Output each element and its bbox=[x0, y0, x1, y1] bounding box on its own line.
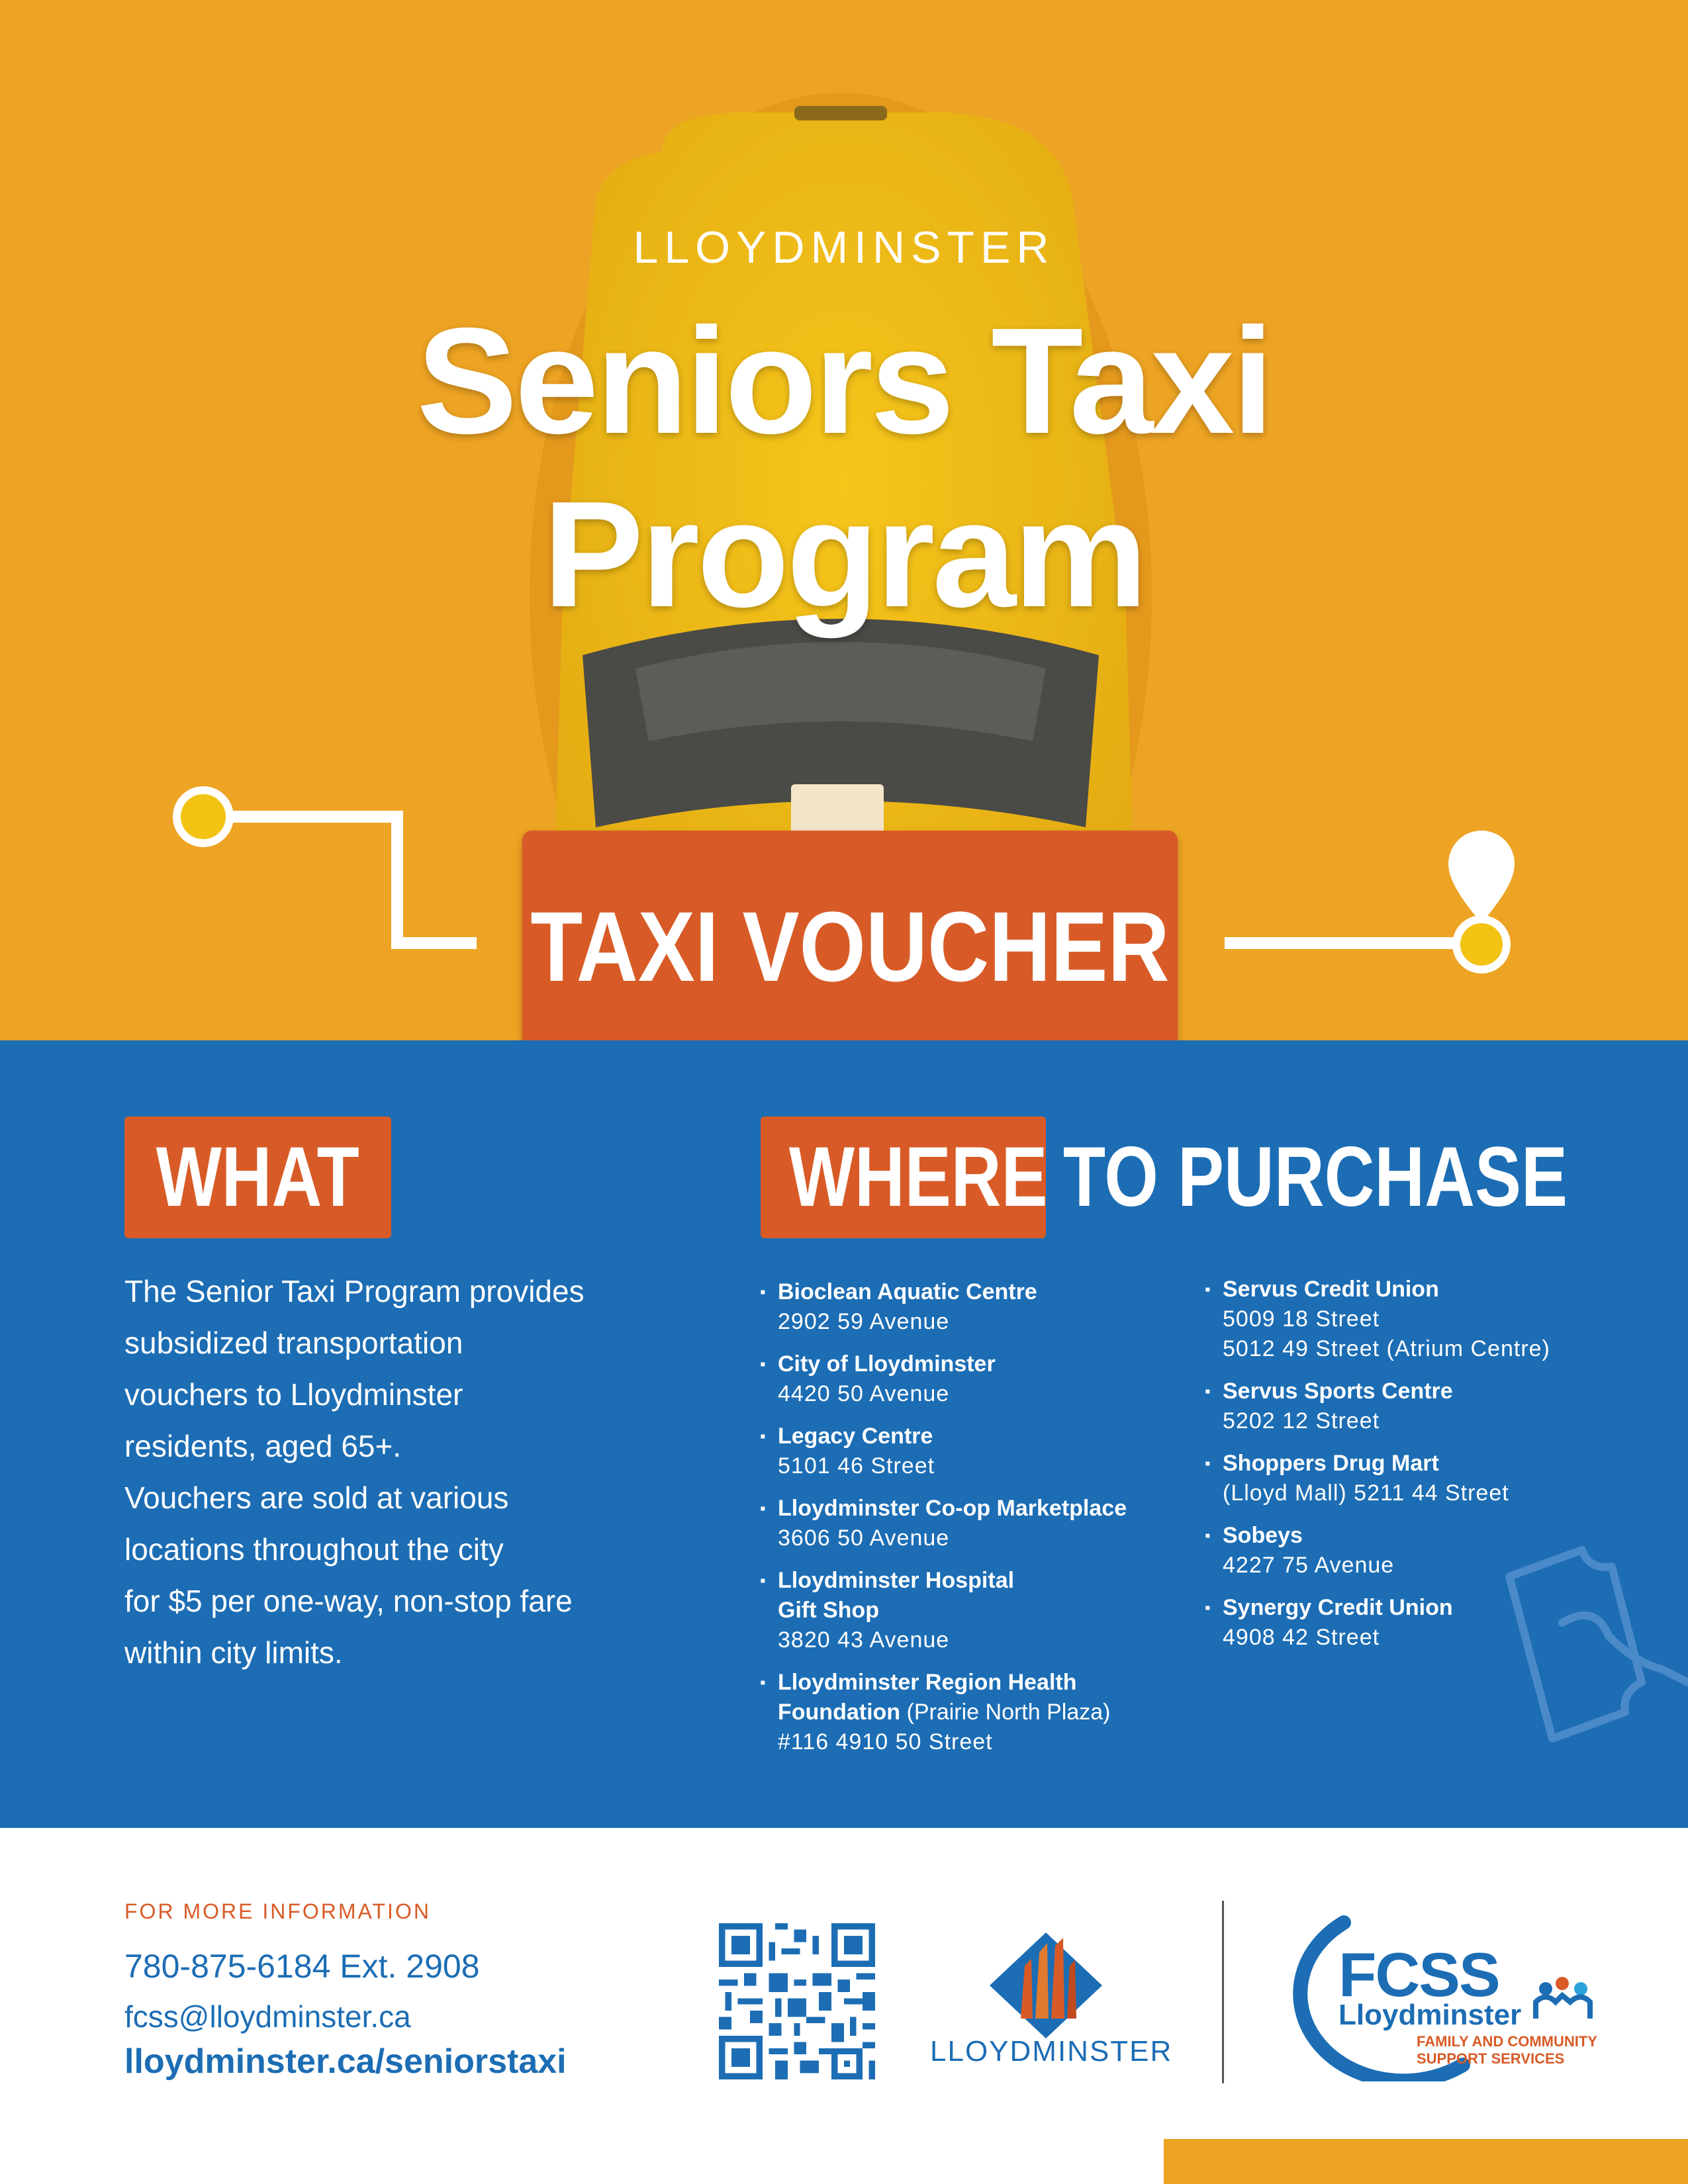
location-item bbox=[760, 1494, 1210, 1553]
location-item bbox=[760, 1566, 1210, 1655]
location-name: ▪ Synergy Credit Union bbox=[1223, 1595, 1453, 1620]
footer-accent-bar bbox=[1164, 2139, 1688, 2184]
location-name: ▪ Lloydminster Region Health bbox=[778, 1670, 1077, 1695]
description-line: residents, aged 65+. bbox=[124, 1429, 402, 1463]
location-name-cont: Foundation (Prairie North Plaza) bbox=[778, 1700, 1111, 1725]
description-line: vouchers to Lloydminster bbox=[124, 1377, 463, 1412]
city-logo-text: LLOYDMINSTER bbox=[930, 2035, 1173, 2068]
location-item bbox=[1205, 1449, 1575, 1508]
email-link[interactable]: fcss@lloydminster.ca bbox=[124, 1999, 411, 2034]
location-address: 4908 42 Street bbox=[1223, 1625, 1380, 1650]
title-line-2: Program bbox=[543, 471, 1145, 639]
location-item bbox=[1205, 1275, 1575, 1364]
location-name: ▪ Legacy Centre bbox=[778, 1424, 933, 1449]
fcss-city: Lloydminster bbox=[1338, 1999, 1522, 2031]
location-name: ▪ Lloydminster Hospital bbox=[778, 1568, 1015, 1593]
info-section bbox=[0, 1040, 1688, 1828]
location-address: 5012 49 Street (Atrium Centre) bbox=[1223, 1336, 1550, 1361]
logo-divider bbox=[1222, 1901, 1224, 2083]
description-line: within city limits. bbox=[124, 1635, 343, 1670]
city-brand-label: LLOYDMINSTER bbox=[633, 222, 1055, 273]
location-name: ▪ City of Lloydminster bbox=[778, 1351, 996, 1377]
what-heading: WHAT bbox=[124, 1116, 391, 1238]
to-purchase-heading: TO PURCHASE bbox=[1063, 1130, 1568, 1224]
city-of-lloydminster-logo bbox=[947, 1919, 1145, 2038]
location-address: 5009 18 Street bbox=[1223, 1306, 1380, 1332]
location-item bbox=[760, 1668, 1210, 1757]
location-name: ▪ Shoppers Drug Mart bbox=[1223, 1451, 1439, 1476]
location-item bbox=[760, 1349, 1210, 1409]
more-info-label: FOR MORE INFORMATION bbox=[124, 1899, 431, 1923]
description-line: subsidized transportation bbox=[124, 1326, 463, 1360]
fcss-subtitle bbox=[1417, 2033, 1597, 2068]
description-line: Vouchers are sold at various bbox=[124, 1480, 509, 1515]
phone-number[interactable]: 780-875-6184 Ext. 2908 bbox=[124, 1948, 480, 1985]
location-name: ▪ Servus Credit Union bbox=[1223, 1277, 1439, 1302]
fcss-title: FCSS bbox=[1338, 1940, 1499, 2009]
hero-section bbox=[0, 0, 1688, 1040]
location-name: ▪ Bioclean Aquatic Centre bbox=[778, 1279, 1037, 1304]
location-address: 2902 59 Avenue bbox=[778, 1309, 950, 1334]
description-line: The Senior Taxi Program provides bbox=[124, 1274, 585, 1308]
description-line: locations throughout the city bbox=[124, 1532, 504, 1567]
program-description bbox=[124, 1265, 654, 1678]
location-address: 5101 46 Street bbox=[778, 1453, 935, 1479]
title-line-1: Seniors Taxi bbox=[416, 297, 1272, 465]
location-note: (Prairie North Plaza) bbox=[900, 1700, 1111, 1725]
locations-column-1 bbox=[760, 1277, 1210, 1770]
location-item bbox=[760, 1422, 1210, 1481]
location-name: ▪ Lloydminster Co-op Marketplace bbox=[778, 1496, 1127, 1521]
location-address: 3820 43 Avenue bbox=[778, 1627, 950, 1653]
ticket-icon bbox=[1483, 1530, 1688, 1755]
location-address: 4420 50 Avenue bbox=[778, 1381, 950, 1406]
location-name-cont: Gift Shop bbox=[778, 1598, 879, 1623]
description-line: for $5 per one-way, non-stop fare bbox=[124, 1584, 573, 1618]
location-name: ▪ Servus Sports Centre bbox=[1223, 1379, 1453, 1404]
location-address: 4227 75 Avenue bbox=[1223, 1553, 1395, 1578]
where-heading: WHERE bbox=[761, 1116, 1046, 1238]
location-name: ▪ Sobeys bbox=[1223, 1523, 1303, 1548]
qr-code bbox=[719, 1923, 875, 2079]
fcss-subtitle-line: FAMILY AND COMMUNITY bbox=[1417, 2033, 1597, 2050]
location-item bbox=[1205, 1377, 1575, 1436]
fcss-subtitle-line: SUPPORT SERVICES bbox=[1417, 2050, 1565, 2067]
location-address: 5202 12 Street bbox=[1223, 1408, 1380, 1433]
website-link[interactable]: lloydminster.ca/seniorstaxi bbox=[124, 2042, 567, 2081]
location-address: (Lloyd Mall) 5211 44 Street bbox=[1223, 1480, 1509, 1506]
taxi-voucher-banner: TAXI VOUCHER bbox=[522, 831, 1178, 1040]
location-address: 3606 50 Avenue bbox=[778, 1525, 950, 1551]
location-item bbox=[760, 1277, 1210, 1337]
location-address: #116 4910 50 Street bbox=[778, 1729, 993, 1754]
